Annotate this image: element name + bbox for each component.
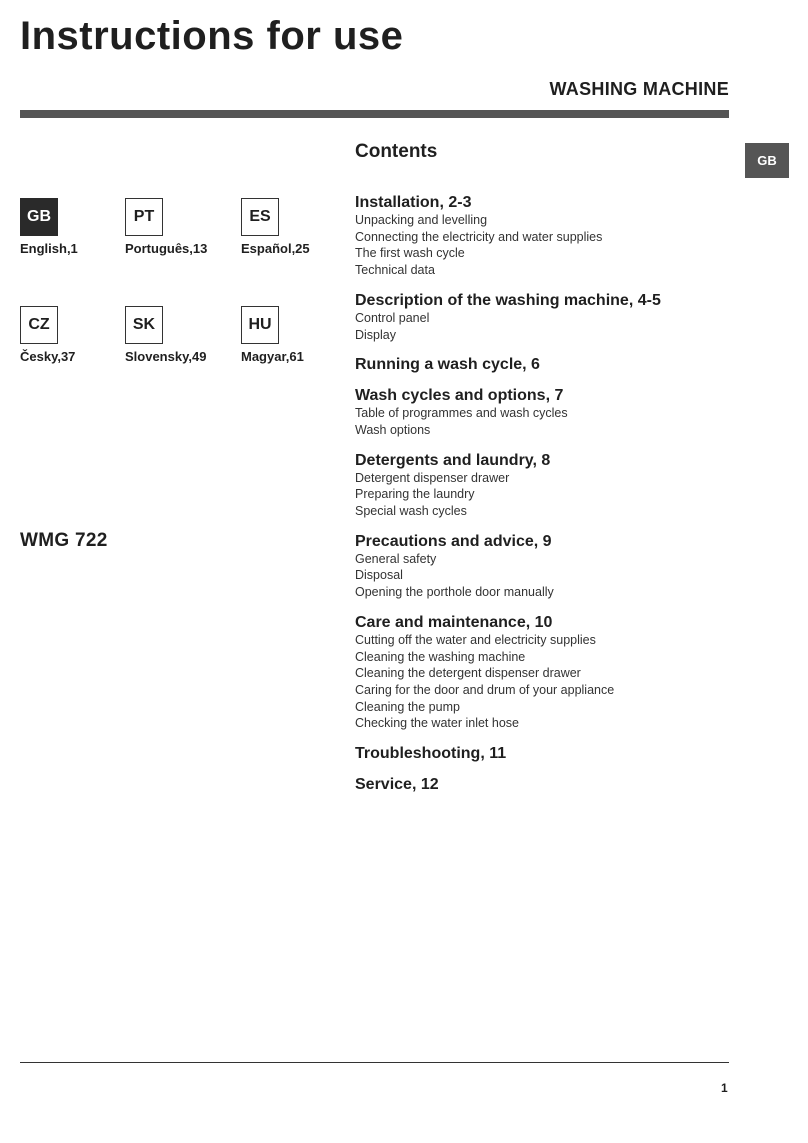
language-label: English,1 [20, 241, 78, 256]
language-code-box: SK [125, 306, 163, 344]
product-type: WASHING MACHINE [549, 79, 729, 99]
toc-section [355, 291, 735, 343]
toc-section [355, 613, 735, 732]
toc-item[interactable]: Display [355, 327, 396, 342]
page-number: 1 [721, 1081, 728, 1095]
footer-rule [20, 1062, 729, 1063]
toc-item[interactable]: Technical data [355, 263, 435, 278]
language-label: Česky,37 [20, 349, 76, 364]
toc-item[interactable]: Unpacking and levelling [355, 213, 488, 227]
toc-item[interactable]: General safety [355, 551, 437, 566]
toc-item[interactable]: Cleaning the pump [355, 699, 460, 714]
language-hu[interactable] [241, 306, 351, 364]
language-code-box: CZ [20, 306, 58, 344]
toc-item[interactable]: Opening the porthole door manually [355, 585, 554, 600]
language-es[interactable] [241, 198, 351, 256]
toc-section-title[interactable]: Troubleshooting, 11 [355, 745, 507, 763]
toc-section-title[interactable]: Description of the washing machine, 4-5 [355, 291, 661, 309]
language-pt[interactable] [125, 198, 235, 256]
toc-item[interactable]: Cleaning the washing machine [355, 649, 526, 664]
toc-item[interactable]: Control panel [355, 310, 430, 325]
language-side-tab: GB [745, 143, 789, 178]
language-sk[interactable] [125, 306, 235, 364]
toc-item[interactable]: Disposal [355, 568, 403, 583]
toc-item[interactable]: Detergent dispenser drawer [355, 470, 510, 485]
toc-item[interactable]: Table of programmes and wash cycles [355, 406, 568, 421]
toc-item[interactable]: The first wash cycle [355, 246, 465, 261]
toc-section [355, 451, 735, 520]
table-of-contents [355, 193, 735, 806]
toc-section-title[interactable]: Care and maintenance, 10 [355, 613, 553, 631]
toc-section-title[interactable]: Precautions and advice, 9 [355, 532, 552, 550]
toc-item[interactable]: Connecting the electricity and water supplies [355, 229, 603, 244]
language-code-box: GB [20, 198, 58, 236]
model-number: WMG 722 [20, 530, 108, 551]
toc-item[interactable]: Wash options [355, 422, 431, 437]
toc-item[interactable]: Checking the water inlet hose [355, 716, 519, 731]
toc-section [355, 355, 735, 374]
toc-section [355, 386, 735, 438]
language-label: Magyar,61 [241, 349, 304, 364]
toc-item[interactable]: Cleaning the detergent dispenser drawer [355, 666, 581, 681]
language-label: Slovensky,49 [125, 349, 207, 364]
language-code-box: PT [125, 198, 163, 236]
language-gb[interactable] [20, 198, 130, 256]
toc-section [355, 532, 735, 601]
toc-section-title[interactable]: Wash cycles and options, 7 [355, 387, 564, 405]
language-label: Español,25 [241, 241, 310, 256]
toc-section [355, 193, 735, 279]
toc-item[interactable]: Preparing the laundry [355, 487, 475, 502]
language-cz[interactable] [20, 306, 130, 364]
toc-item[interactable]: Caring for the door and drum of your appliance [355, 682, 615, 697]
toc-item[interactable]: Special wash cycles [355, 504, 467, 519]
header-rule [20, 110, 729, 118]
toc-section [355, 775, 735, 794]
language-label: Português,13 [125, 241, 208, 256]
toc-section-title[interactable]: Service, 12 [355, 776, 439, 794]
toc-item[interactable]: Cutting off the water and electricity supplies [355, 632, 596, 647]
language-code-box: ES [241, 198, 279, 236]
document-title: Instructions for use [20, 14, 404, 58]
toc-section-title[interactable]: Running a wash cycle, 6 [355, 356, 540, 374]
toc-section-title[interactable]: Detergents and laundry, 8 [355, 451, 551, 469]
toc-section-title[interactable]: Installation, 2-3 [355, 194, 472, 211]
toc-section [355, 744, 735, 763]
language-code-box: HU [241, 306, 279, 344]
contents-heading: Contents [355, 141, 438, 162]
